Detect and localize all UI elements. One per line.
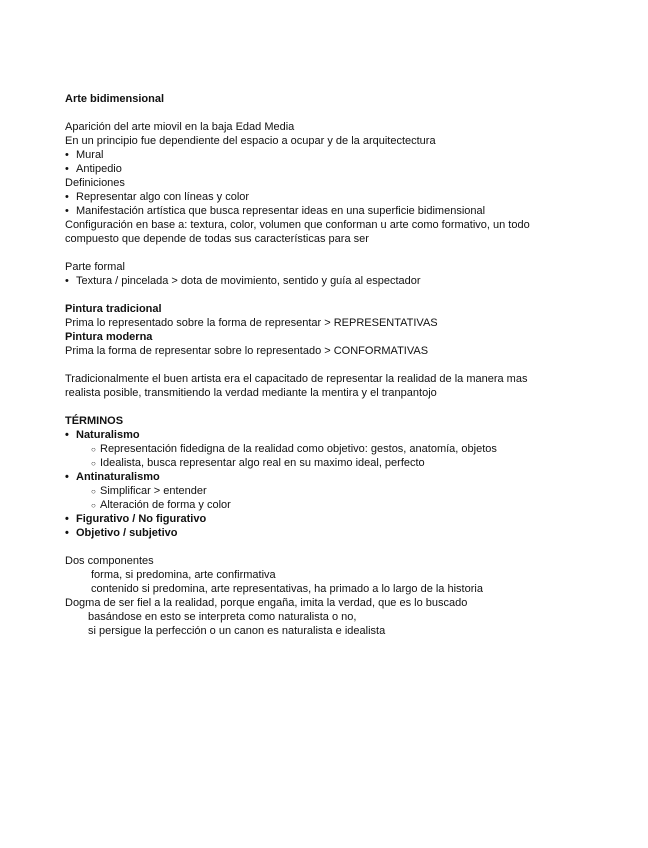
circle-bullet-icon: ○ (91, 487, 96, 496)
bullet-item: • Manifestación artística que busca representar ideas en una superficie bidimensional (65, 205, 486, 217)
document-title: Arte bidimensional (65, 93, 165, 105)
section-label: Parte formal (65, 261, 125, 273)
subheading: Pintura moderna (65, 331, 153, 343)
bullet-icon: • (65, 163, 69, 175)
sub-bullet-item: ○ Idealista, busca representar algo real en su maximo ideal, perfecto (91, 457, 425, 469)
bullet-icon: • (65, 471, 69, 483)
sub-bullet-item: ○ Alteración de forma y color (91, 499, 231, 511)
circle-bullet-icon: ○ (91, 445, 96, 454)
subheading: Pintura tradicional (65, 303, 162, 315)
paragraph-line: realista posible, transmitiendo la verdad mediante la mentira y el tranpantojo (65, 387, 437, 399)
bullet-icon: • (65, 205, 69, 217)
circle-bullet-icon: ○ (91, 501, 96, 510)
bullet-item: • Antipedio (65, 163, 122, 175)
paragraph-line: Prima lo representado sobre la forma de representar > REPRESENTATIVAS (65, 317, 438, 329)
indented-line: basándose en esto se interpreta como naturalista o no, (88, 611, 357, 623)
indented-line: si persigue la perfección o un canon es naturalista e idealista (88, 625, 386, 637)
bullet-item: • Figurativo / No figurativo (65, 513, 207, 525)
bullet-icon: • (65, 149, 69, 161)
sub-bullet-item: ○ Simplificar > entender (91, 485, 207, 497)
section-label: Definiciones (65, 177, 125, 189)
document-page (65, 92, 585, 638)
paragraph-line: compuesto que depende de todas sus características para ser (65, 233, 369, 245)
bullet-item: • Representar algo con líneas y color (65, 191, 250, 203)
bullet-icon: • (65, 275, 69, 287)
indented-line: forma, si predomina, arte confirmativa (91, 569, 276, 581)
bullet-item: • Objetivo / subjetivo (65, 527, 178, 539)
bullet-icon: • (65, 513, 69, 525)
paragraph-line: Aparición del arte miovil en la baja Edad Media (65, 121, 295, 133)
paragraph-line: Configuración en base a: textura, color, volumen que conforman u arte como formativo, un todo (65, 219, 530, 231)
paragraph-line: Tradicionalmente el buen artista era el capacitado de representar la realidad de la manera mas (65, 373, 528, 385)
paragraph-line: Prima la forma de representar sobre lo representado > CONFORMATIVAS (65, 345, 429, 357)
bullet-icon: • (65, 191, 69, 203)
bullet-item: • Mural (65, 149, 104, 161)
circle-bullet-icon: ○ (91, 459, 96, 468)
bullet-icon: • (65, 429, 69, 441)
paragraph-line: En un principio fue dependiente del espacio a ocupar y de la arquitectectura (65, 135, 436, 147)
bullet-item: • Naturalismo (65, 429, 140, 441)
bullet-item: • Antinaturalismo (65, 471, 160, 483)
bullet-item: • Textura / pincelada > dota de movimiento, sentido y guía al espectador (65, 275, 421, 287)
paragraph-line: Dogma de ser fiel a la realidad, porque engaña, imita la verdad, que es lo buscado (65, 597, 468, 609)
indented-line: contenido si predomina, arte representativas, ha primado a lo largo de la historia (91, 583, 483, 595)
terminos-heading: TÉRMINOS (65, 415, 124, 427)
sub-bullet-item: ○ Representación fidedigna de la realidad como objetivo: gestos, anatomía, objetos (91, 443, 497, 455)
section-label: Dos componentes (65, 555, 154, 567)
bullet-icon: • (65, 527, 69, 539)
